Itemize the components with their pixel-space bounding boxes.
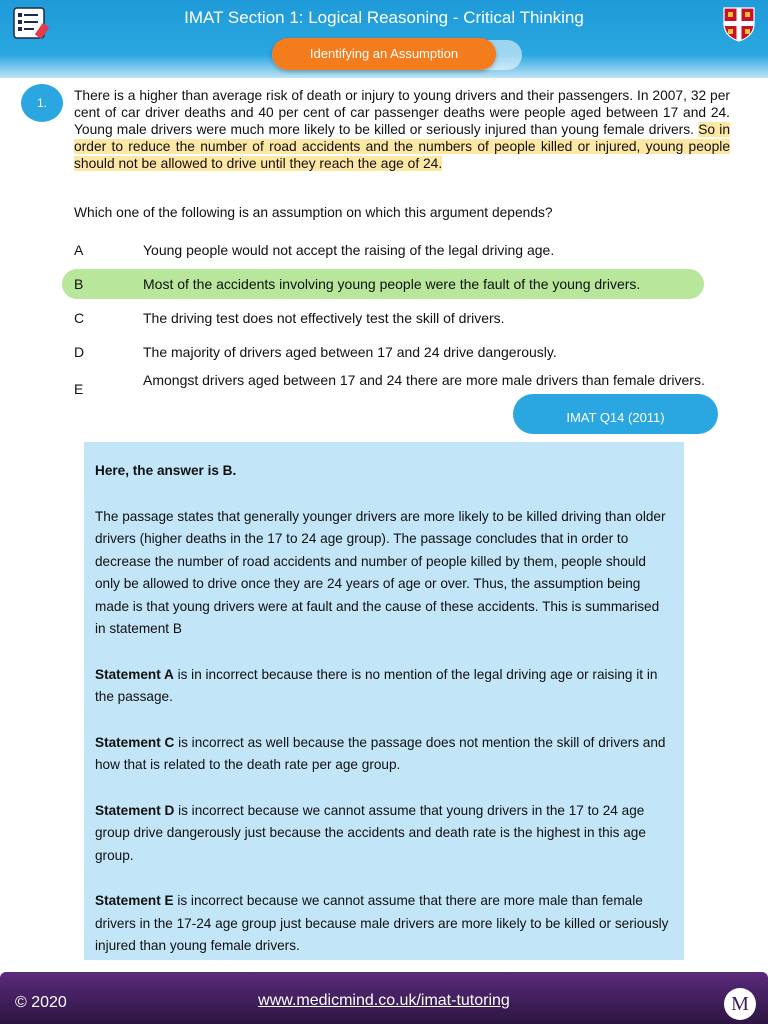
website-link[interactable]: www.medicmind.co.uk/imat-tutoring (258, 992, 510, 1009)
option-text: The driving test does not effectively test the skill of drivers. (143, 310, 505, 326)
option-letter: B (74, 276, 84, 292)
answer-explanation-box (84, 442, 684, 960)
source-badge: IMAT Q14 (2011) (513, 394, 718, 434)
statement-c-explanation: Statement C is incorrect as well because the passage does not mention the skill of drivers and how that is related to the death rate per age group. (95, 734, 666, 772)
option-letter: A (74, 242, 84, 258)
medicmind-logo-icon: M (724, 988, 756, 1020)
option-a[interactable] (62, 235, 704, 265)
answer-explanation: The passage states that generally younger drivers are more likely to be killed driving than older drivers (higher deaths in the 17 to 24 age group). The passage concludes that in order to decrease the number of road accidents and number of people killed by them, people should only be allowed to drive once they are 24 years of age or over. Thus, the assumption being made is that young drivers were at fault and the cause of these accidents. This is summarised in statement B (95, 508, 666, 636)
header-bar (0, 0, 768, 78)
statement-d-explanation: Statement D is incorrect because we cannot assume that young drivers in the 17 to 24 age group drive dangerously just because the accidents and death rate is the highest in this age group. (95, 802, 646, 863)
option-text: Most of the accidents involving young people were the fault of the young drivers. (143, 276, 641, 292)
option-c[interactable] (62, 303, 704, 333)
statement-e-explanation: Statement E is incorrect because we cannot assume that there are more male than female drivers in the 17-24 age group just because male drivers are more likely to be killed or seriously injured than young female drivers. (95, 893, 669, 953)
copyright-text: © 2020 (15, 994, 67, 1011)
option-letter: D (74, 344, 85, 360)
page-title: IMAT Section 1: Logical Reasoning - Critical Thinking (184, 8, 584, 27)
footer-bar (0, 972, 768, 1024)
option-b-correct[interactable] (62, 269, 704, 299)
statement-a-explanation: Statement A is in incorrect because there is no mention of the legal driving age or raising it in the passage. (95, 666, 658, 704)
topic-pill: Identifying an Assumption (272, 38, 496, 70)
option-letter: E (74, 381, 84, 397)
option-text: Young people would not accept the raising of the legal driving age. (143, 242, 555, 258)
question-passage (74, 87, 730, 172)
option-d[interactable] (62, 337, 704, 367)
option-letter: C (74, 310, 85, 326)
option-text: Amongst drivers aged between 17 and 24 there are more male drivers than female drivers. (143, 372, 705, 388)
answer-heading: Here, the answer is B. (95, 463, 237, 478)
passage-conclusion-highlight: So in order to reduce the number of road accidents and the numbers of people killed or injured, young people should not be allowed to drive until they reach the age of 24. (74, 122, 730, 171)
question-number-badge: 1. (21, 84, 63, 122)
question-prompt: Which one of the following is an assumption on which this argument depends? (74, 205, 553, 220)
passage-text: There is a higher than average risk of death or injury to young drivers and their passengers. In 2007, 32 per cent of car driver deaths and 40 per cent of car passenger deaths were people aged between 17 and 24. Young male drivers were much more likely to be killed or seriously injured than young female drivers. (74, 88, 730, 137)
university-crest-icon (722, 6, 756, 42)
option-text: The majority of drivers aged between 17 and 24 drive dangerously. (143, 344, 557, 360)
